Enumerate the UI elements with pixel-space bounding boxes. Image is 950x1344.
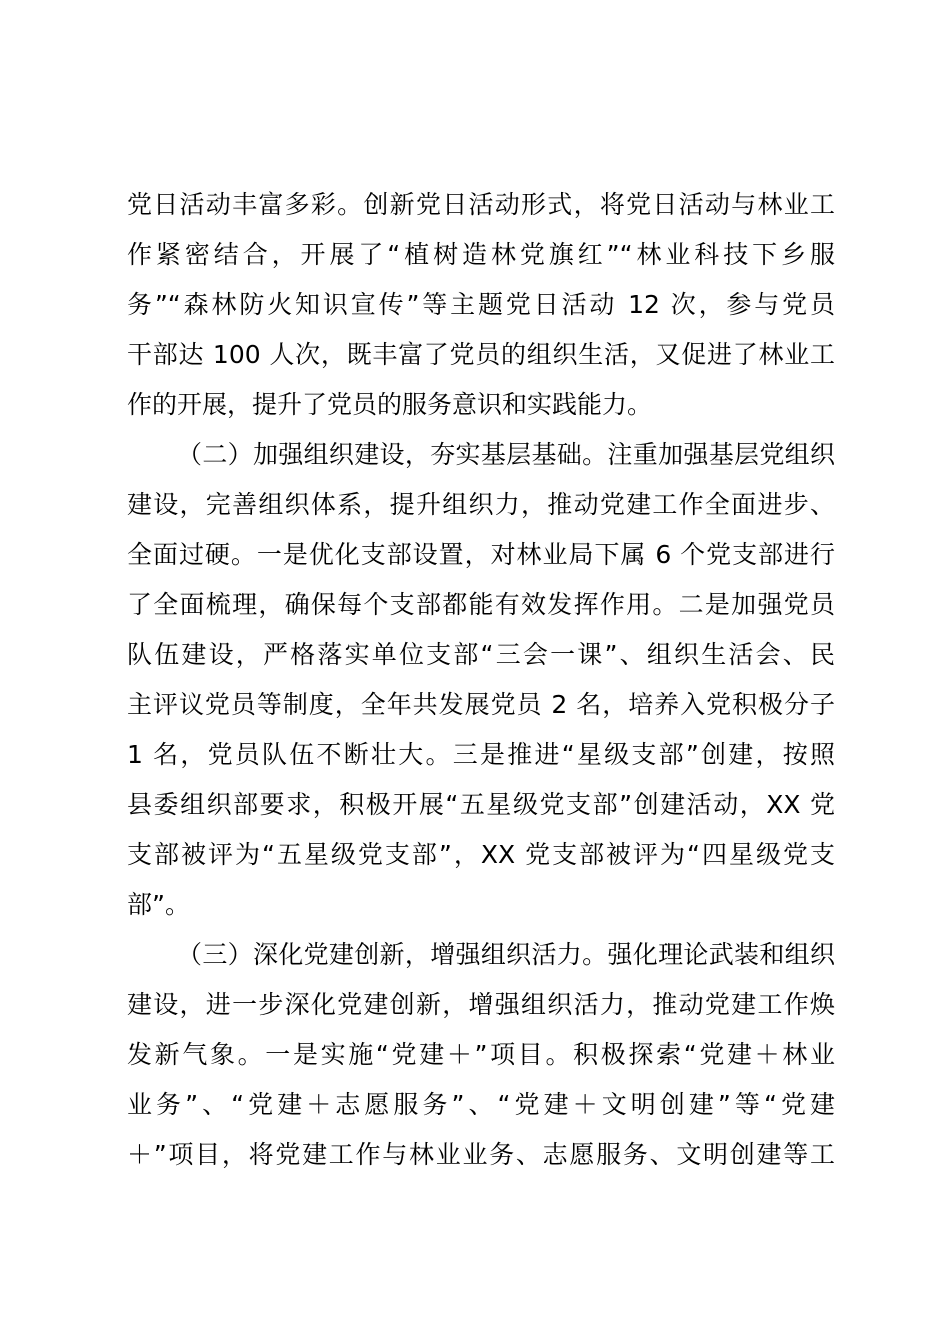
paragraph-line: 县委组织部要求，积极开展“五星级党支部”创建活动，XX 党 xyxy=(127,790,835,819)
paragraph-line: 发新气象。一是实施“党建＋”项目。积极探索“党建＋林业 xyxy=(127,1040,835,1069)
paragraph-line: 全面过硬。一是优化支部设置，对林业局下属 6 个党支部进行 xyxy=(127,540,835,569)
paragraph-line: 主评议党员等制度，全年共发展党员 2 名，培养入党积极分子 xyxy=(127,690,835,719)
section-heading-line: （二）加强组织建设，夯实基层基础。注重加强基层党组织 xyxy=(177,440,835,469)
paragraph-line: 部”。 xyxy=(127,890,190,919)
paragraph-line: ＋”项目，将党建工作与林业业务、志愿服务、文明创建等工 xyxy=(127,1140,835,1169)
section-heading-line: （三）深化党建创新，增强组织活力。强化理论武装和组织 xyxy=(177,940,835,969)
paragraph-line: 了全面梳理，确保每个支部都能有效发挥作用。二是加强党员 xyxy=(127,590,835,619)
paragraph-line: 1 名，党员队伍不断壮大。三是推进“星级支部”创建，按照 xyxy=(127,740,835,769)
paragraph-line: 建设，进一步深化党建创新，增强组织活力，推动党建工作焕 xyxy=(127,990,835,1019)
paragraph-line: 作的开展，提升了党员的服务意识和实践能力。 xyxy=(127,390,653,419)
paragraph-line: 务”“森林防火知识宣传”等主题党日活动 12 次，参与党员 xyxy=(127,290,835,319)
document-body xyxy=(127,180,835,1180)
paragraph-line: 建设，完善组织体系，提升组织力，推动党建工作全面进步、 xyxy=(127,490,835,519)
paragraph-line: 支部被评为“五星级党支部”，XX 党支部被评为“四星级党支 xyxy=(127,840,835,869)
paragraph-line: 队伍建设，严格落实单位支部“三会一课”、组织生活会、民 xyxy=(127,640,835,669)
paragraph-line: 干部达 100 人次，既丰富了党员的组织生活，又促进了林业工 xyxy=(127,340,835,369)
paragraph-line: 作紧密结合，开展了“植树造林党旗红”“林业科技下乡服 xyxy=(127,240,835,269)
paragraph-line: 党日活动丰富多彩。创新党日活动形式，将党日活动与林业工 xyxy=(127,190,835,219)
paragraph-line: 业务”、“党建＋志愿服务”、“党建＋文明创建”等“党建 xyxy=(127,1090,835,1119)
